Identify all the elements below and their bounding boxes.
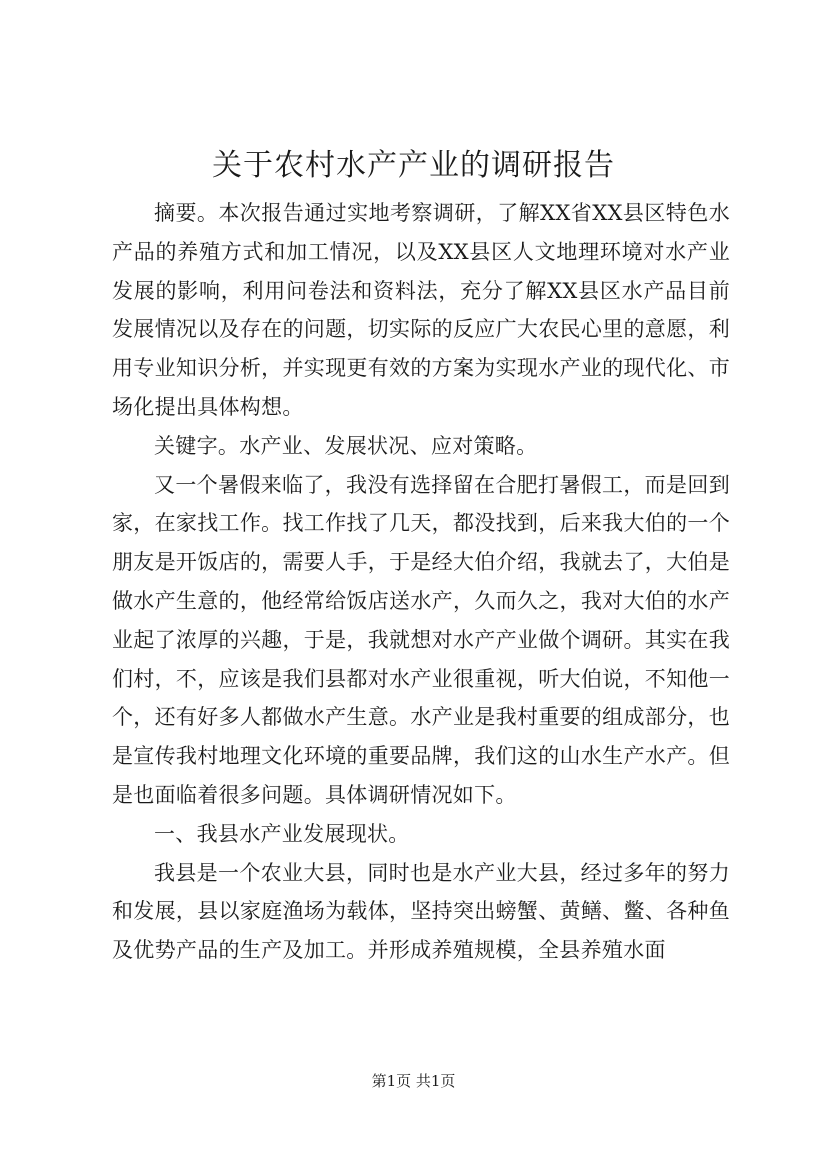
document-title: 关于农村水产产业的调研报告: [212, 148, 615, 183]
section-heading: 一、我县水产业发展现状。: [154, 821, 410, 846]
keywords-paragraph: 关键字。水产业、发展状况、应对策略。: [154, 433, 538, 458]
body-paragraph: 我县是一个农业大县，同时也是水产业大县，经过多年的努力和发展，县以家庭渔场为载体，坚持突出螃蟹、黄鳝、鳖、各种鱼及优势产品的生产及加工。并形成养殖规模，全县养殖水面: [112, 860, 730, 963]
document-body: [112, 194, 730, 970]
intro-paragraph: 又一个暑假来临了，我没有选择留在合肥打暑假工，而是回到家，在家找工作。找工作找了几天，都没找到，后来我大伯的一个朋友是开饭店的，需要人手，于是经大伯介绍，我就去了，大伯是做水产生意的，他经常给饭店送水产，久而久之，我对大伯的水产业起了浓厚的兴趣，于是，我就想对水产产业做个调研。其实在我们村，不，应该是我们县都对水产业很重视，听大伯说，不知他一个，还有好多人都做水产生意。水产业是我村重要的组成部分，也是宣传我村地理文化环境的重要品牌，我们这的山水生产水产。但是也面临着很多问题。具体调研情况如下。: [112, 472, 730, 807]
page-number-footer: 第1页 共1页: [371, 1072, 456, 1090]
abstract-paragraph: 摘要。本次报告通过实地考察调研，了解XX省XX县区特色水产品的养殖方式和加工情况，以及XX县区人文地理环境对水产业发展的影响，利用问卷法和资料法，充分了解XX县区水产品目前发展情况以及存在的问题，切实际的反应广大农民心里的意愿，利用专业知识分析，并实现更有效的方案为实现水产业的现代化、市场化提出具体构想。: [112, 201, 730, 419]
